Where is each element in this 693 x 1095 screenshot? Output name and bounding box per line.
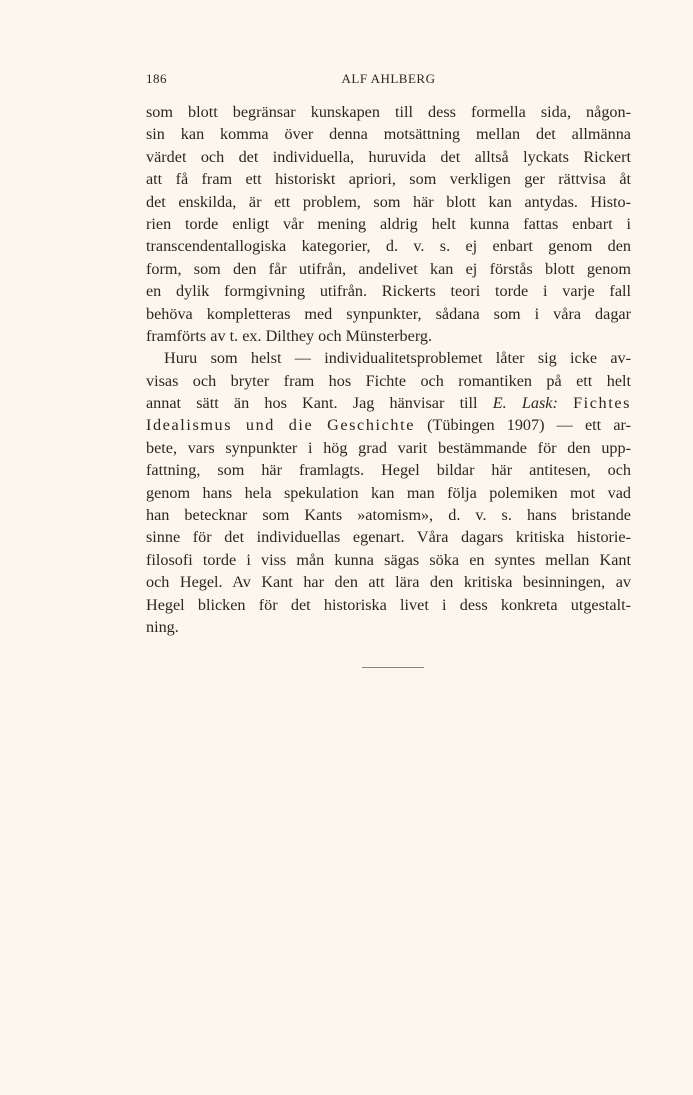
body-text <box>146 101 631 638</box>
text-line: en dylik formgivning utifrån. Rickerts teori torde i varje fall <box>146 282 631 301</box>
text-line <box>146 414 631 436</box>
text-line: fattning, som här framlagts. Hegel bildar här antitesen, och <box>146 461 631 480</box>
cited-title: Fichtes <box>573 394 632 413</box>
text-line: genom hans hela spekulation kan man följa polemiken mot vad <box>146 483 631 502</box>
cited-title: Idealismus und die Geschichte <box>146 416 415 435</box>
paragraph-2 <box>146 347 631 638</box>
text-line: filosofi torde i viss mån kunna sägas söka en syntes mellan Kant <box>146 550 631 569</box>
text-line: han betecknar som Kants »atomism», d. v. s. hans bristande <box>146 506 631 525</box>
text-line: sinne för det individuellas egenart. Våra dagars kritiska historie- <box>146 528 631 547</box>
line-text: annat sätt än hos Kant. Jag hänvisar till <box>146 394 493 413</box>
cited-author: E. Lask: <box>492 394 558 413</box>
text-line: som blott begränsar kunskapen till dess formella sida, någon- <box>146 103 631 121</box>
text-line: och Hegel. Av Kant har den att lära den kritiska besinningen, av <box>146 573 631 592</box>
text-line: sin kan komma över denna motsättning mellan det allmänna <box>146 125 631 144</box>
text-line: Hegel blicken för det historiska livet i dess konkreta utgestalt- <box>146 595 631 614</box>
text-line <box>146 392 631 414</box>
section-divider <box>362 667 424 668</box>
paragraph-1 <box>146 101 631 347</box>
text-line: bete, vars synpunkter i hög grad varit bestämmande för den upp- <box>146 438 631 457</box>
text-line: det enskilda, är ett problem, som här blott kan antydas. Histo- <box>146 192 631 211</box>
text-line: behöva kompletteras med synpunkter, sådana som i våra dagar <box>146 304 631 323</box>
text-line: visas och bryter fram hos Fichte och romantiken på ett helt <box>146 371 631 390</box>
text-line: form, som den får utifrån, andelivet kan ej förstås blott genom <box>146 259 631 278</box>
line-text: (Tübingen 1907) — ett ar- <box>414 416 631 435</box>
text-line: transcendentallogiska kategorier, d. v. s. ej enbart genom den <box>146 237 631 256</box>
text-line: att få fram ett historiskt apriori, som verkligen ger rättvisa åt <box>146 170 631 189</box>
running-title: ALF AHLBERG <box>341 71 436 86</box>
text-line: rien torde enligt vår mening aldrig helt kunna fattas enbart i <box>146 214 631 233</box>
text-line: framförts av t. ex. Dilthey och Münsterberg. <box>146 326 433 345</box>
text-line: värdet och det individuella, huruvida det alltså lyckats Rickert <box>146 147 631 166</box>
text-line: ning. <box>146 617 179 636</box>
running-head <box>146 71 631 91</box>
page-number: 186 <box>146 71 167 86</box>
text-line: Huru som helst — individualitetsproblemet låter sig icke av- <box>164 349 631 368</box>
